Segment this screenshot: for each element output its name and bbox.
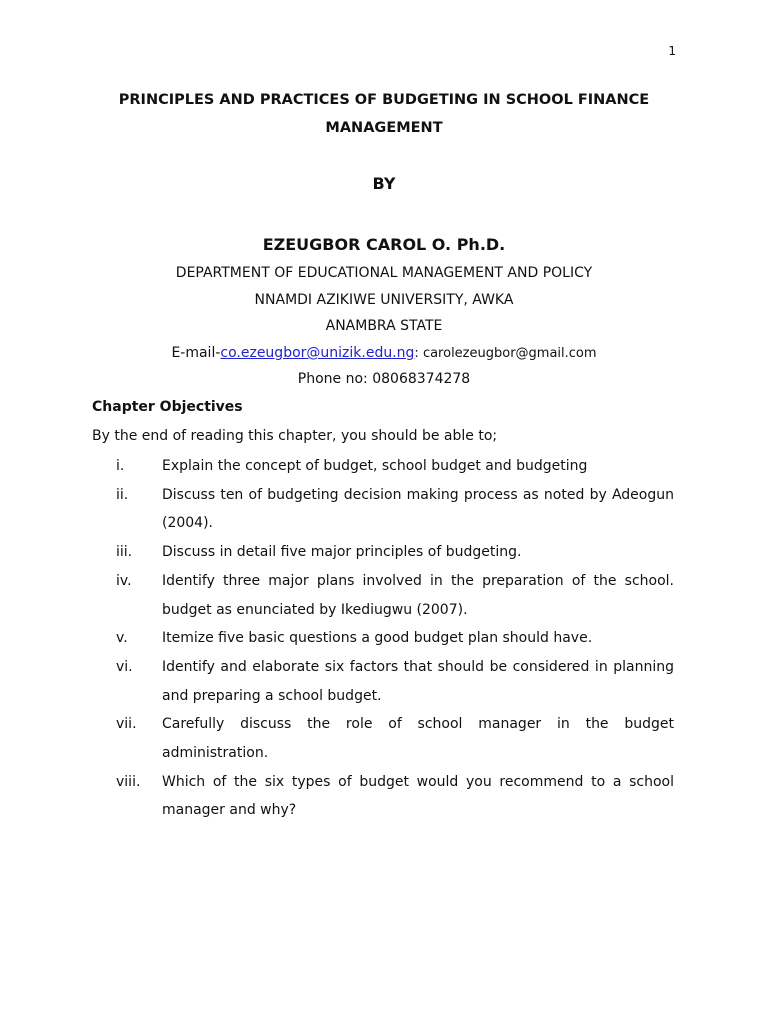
objective-text: Carefully discuss the role of school manager in the budget administration. (162, 716, 674, 762)
objective-text: Discuss in detail five major principles of budgeting. (162, 544, 522, 561)
objective-number: vi. (116, 658, 133, 675)
university: NNAMDI AZIKIWE UNIVERSITY, AWKA (254, 292, 514, 308)
state: ANAMBRA STATE (325, 318, 443, 334)
objective-text: Which of the six types of budget would you recommend to a school manager and why? (162, 773, 674, 819)
objective-text: Itemize five basic questions a good budget plan should have. (162, 630, 593, 647)
objective-text: Explain the concept of budget, school budget and budgeting (162, 458, 588, 474)
objective-item (0, 624, 768, 653)
by-line: BY (372, 174, 396, 193)
email-secondary: carolezeugbor@gmail.com (422, 346, 597, 361)
objective-number: ii. (116, 486, 129, 503)
objective-item (0, 538, 768, 567)
email-label: E-mail- (171, 345, 221, 361)
document-title: PRINCIPLES AND PRACTICES OF BUDGETING IN SCHOOL FINANCE MANAGEMENT (118, 92, 650, 136)
author-name: EZEUGBOR CAROL O. Ph.D. (262, 235, 506, 254)
objective-item (0, 653, 768, 710)
phone: Phone no: 08068374278 (297, 371, 471, 387)
objective-number: iv. (116, 572, 132, 589)
objectives-intro: By the end of reading this chapter, you should be able to; (92, 428, 498, 444)
objective-text: Identify three major plans involved in the preparation of the school. budget as enunciated by Ikediugwu (2007). (162, 572, 674, 618)
objective-item (0, 710, 768, 767)
objective-item (0, 481, 768, 538)
objective-text: Identify and elaborate six factors that should be considered in planning and preparing a school budget. (162, 658, 674, 704)
email-separator: : (414, 346, 423, 361)
page-number: 1 (668, 44, 676, 58)
objective-number: v. (116, 630, 128, 647)
objectives-list (0, 452, 768, 825)
department: DEPARTMENT OF EDUCATIONAL MANAGEMENT AND POLICY (175, 265, 593, 281)
objective-number: i. (116, 458, 125, 474)
objective-number: viii. (116, 773, 141, 790)
objective-text: Discuss ten of budgeting decision making process as noted by Adeogun (2004). (162, 486, 674, 532)
objective-item (0, 452, 768, 481)
objective-item (0, 567, 768, 624)
objective-number: vii. (116, 716, 137, 733)
objective-number: iii. (116, 544, 133, 561)
email-primary-link[interactable]: co.ezeugbor@unizik.edu.ng (220, 345, 415, 361)
objective-item (0, 768, 768, 825)
email-line (0, 345, 768, 361)
chapter-objectives-heading: Chapter Objectives (92, 399, 243, 415)
